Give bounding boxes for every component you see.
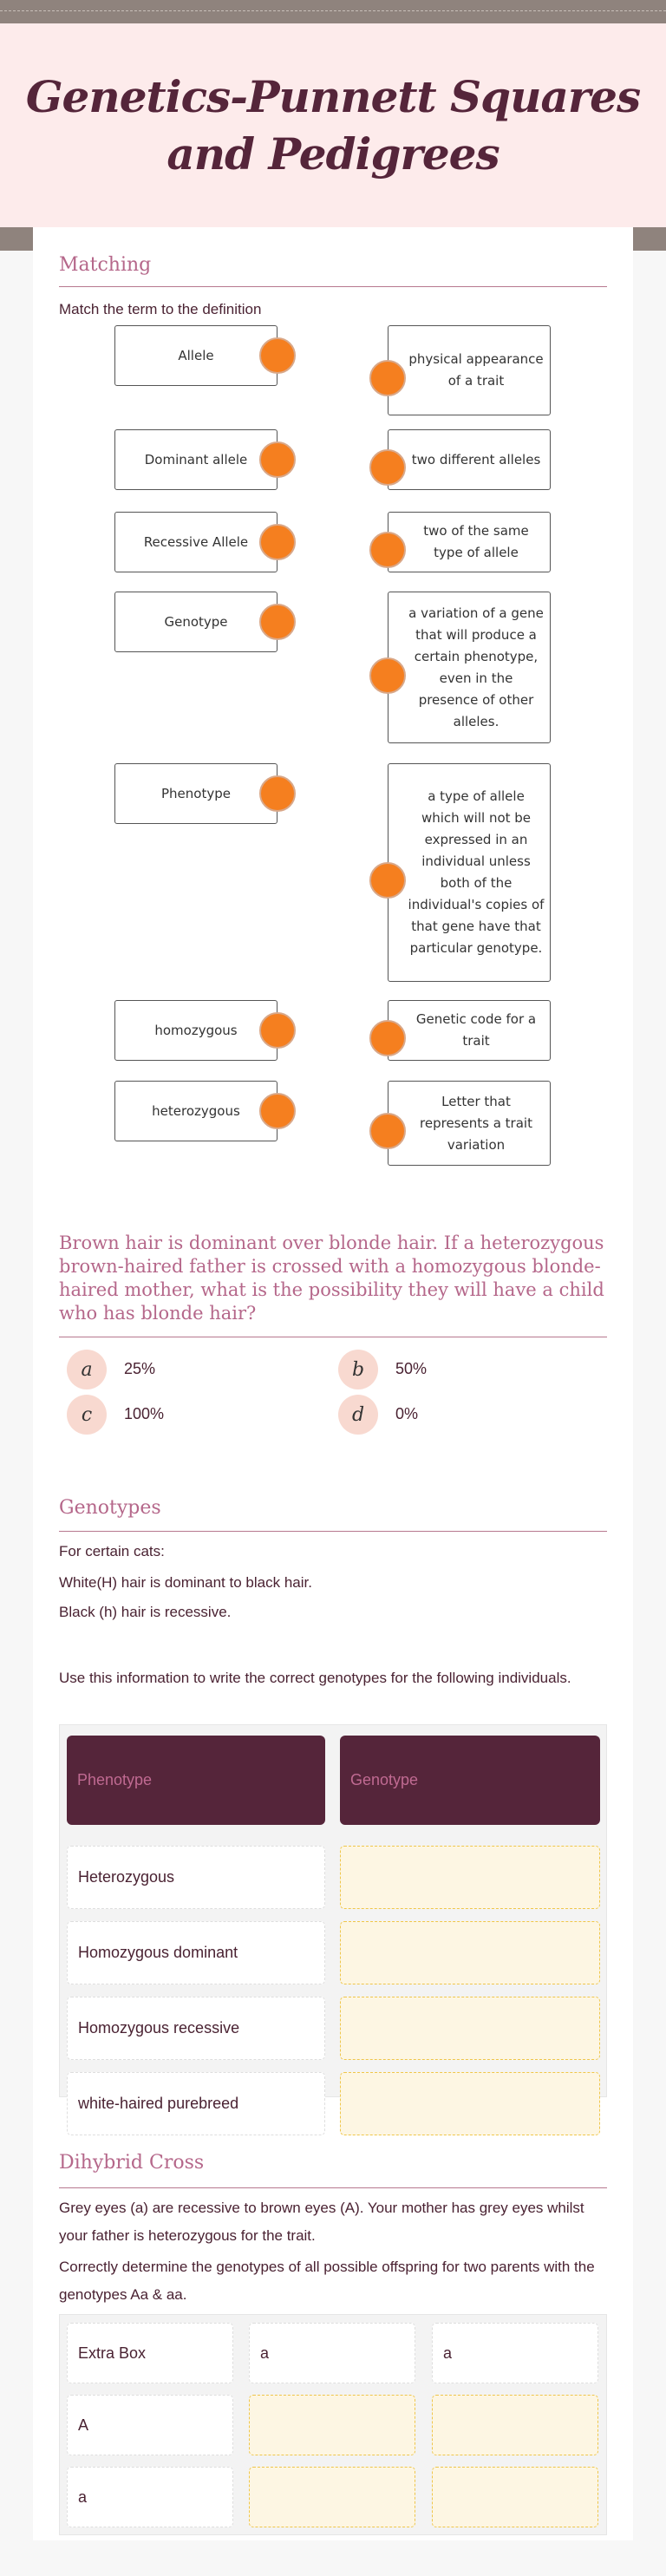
option-c-bubble[interactable]: c — [67, 1395, 107, 1435]
term-label: homozygous — [154, 1022, 238, 1038]
genotype-table — [59, 1724, 607, 2112]
term-card[interactable] — [114, 1081, 278, 1141]
definition-card[interactable] — [388, 1081, 551, 1166]
corner-cell: Extra Box — [67, 2323, 233, 2383]
decorative-top-strip — [0, 0, 666, 23]
offspring-drop-zone[interactable] — [249, 2467, 415, 2527]
info-line: Use this information to write the correct genotypes for the following individuals. — [59, 1670, 571, 1686]
option-a-bubble[interactable]: a — [67, 1350, 107, 1389]
term-label: heterozygous — [152, 1102, 240, 1119]
term-connector-handle[interactable] — [259, 524, 296, 560]
definition-connector-handle[interactable] — [369, 449, 406, 486]
page-title: Genetics-Punnett Squares and Pedigrees — [25, 70, 641, 180]
phenotype-cell: Heterozygous — [67, 1846, 325, 1909]
term-label: Genotype — [164, 613, 228, 630]
genotypes-heading: Genotypes — [59, 1497, 161, 1519]
phenotype-cell: Homozygous recessive — [67, 1997, 325, 2060]
term-connector-handle[interactable] — [259, 1012, 296, 1049]
question-text: Brown hair is dominant over blonde hair. If a heterozygous brown-haired father is crossed with a homozygous blonde-haired mother, what is the possibility they will have a child who has blonde hair? — [59, 1232, 604, 1324]
genotype-drop-zone[interactable] — [340, 1921, 600, 1984]
phenotype-cell: Homozygous dominant — [67, 1921, 325, 1984]
term-label: Phenotype — [161, 785, 231, 801]
definition-connector-handle[interactable] — [369, 657, 406, 694]
definition-card[interactable] — [388, 592, 551, 743]
parent-allele-cell: A — [67, 2395, 233, 2455]
definition-label: Letter that represents a trait variation — [420, 1093, 532, 1153]
term-card[interactable] — [114, 325, 278, 386]
term-connector-handle[interactable] — [259, 604, 296, 640]
term-connector-handle[interactable] — [259, 775, 296, 812]
divider — [59, 1531, 607, 1532]
term-card[interactable] — [114, 512, 278, 572]
info-line: Grey eyes (a) are recessive to brown eyes (A). Your mother has grey eyes whilst your father is heterozygous for the trait. — [59, 2200, 584, 2244]
matching-heading: Matching — [59, 254, 152, 276]
column-header-phenotype: Phenotype — [67, 1736, 325, 1825]
offspring-drop-zone[interactable] — [249, 2395, 415, 2455]
option-d-bubble[interactable]: d — [338, 1395, 378, 1435]
column-header-genotype: Genotype — [340, 1736, 600, 1825]
phenotype-cell: white-haired purebreed — [67, 2072, 325, 2135]
definition-connector-handle[interactable] — [369, 1113, 406, 1149]
term-connector-handle[interactable] — [259, 337, 296, 374]
worksheet-card — [33, 227, 633, 2540]
option-b-label[interactable]: 50% — [395, 1360, 428, 1377]
definition-label: a variation of a gene that will produce a certain phenotype, even in the presence of other alleles. — [408, 605, 544, 729]
option-b-bubble[interactable]: b — [338, 1350, 378, 1389]
definition-connector-handle[interactable] — [369, 360, 406, 396]
term-card[interactable] — [114, 1000, 278, 1061]
matching-instruction: Match the term to the definition — [59, 301, 262, 317]
term-card[interactable] — [114, 429, 278, 490]
definition-label: two of the same type of allele — [423, 523, 529, 560]
info-line: White(H) hair is dominant to black hair. — [59, 1574, 312, 1591]
definition-label: a type of allele which will not be expressed in an individual unless both of the individual's copies of that gene have that particular genotype. — [408, 788, 545, 956]
offspring-drop-zone[interactable] — [432, 2395, 598, 2455]
divider — [59, 2187, 607, 2188]
genotype-drop-zone[interactable] — [340, 2072, 600, 2135]
definition-card[interactable] — [388, 325, 551, 415]
divider — [59, 286, 607, 287]
definition-label: Genetic code for a trait — [415, 1011, 537, 1049]
definition-connector-handle[interactable] — [369, 862, 406, 899]
genotype-drop-zone[interactable] — [340, 1846, 600, 1909]
parent-allele-cell: a — [432, 2323, 598, 2383]
parent-allele-cell: a — [249, 2323, 415, 2383]
info-line: Black (h) hair is recessive. — [59, 1604, 232, 1620]
definition-connector-handle[interactable] — [369, 1020, 406, 1056]
term-label: Allele — [178, 347, 214, 363]
definition-label: two different alleles — [411, 451, 541, 467]
term-card[interactable] — [114, 592, 278, 652]
genotype-drop-zone[interactable] — [340, 1997, 600, 2060]
definition-card[interactable] — [388, 1000, 551, 1061]
term-connector-handle[interactable] — [259, 441, 296, 478]
offspring-drop-zone[interactable] — [432, 2467, 598, 2527]
option-c-label[interactable]: 100% — [124, 1405, 165, 1422]
dihybrid-heading: Dihybrid Cross — [59, 2152, 205, 2174]
definition-connector-handle[interactable] — [369, 532, 406, 568]
info-line: Correctly determine the genotypes of all possible offspring for two parents with the genotypes Aa & aa. — [59, 2259, 595, 2303]
term-label: Recessive Allele — [143, 533, 249, 550]
term-connector-handle[interactable] — [259, 1093, 296, 1129]
definition-card[interactable] — [388, 512, 551, 572]
definition-label: physical appearance of a trait — [408, 351, 544, 389]
option-d-label[interactable]: 0% — [395, 1405, 419, 1422]
term-card[interactable] — [114, 763, 278, 824]
option-a-label[interactable]: 25% — [124, 1360, 156, 1377]
info-line: For certain cats: — [59, 1543, 165, 1559]
parent-allele-cell: a — [67, 2467, 233, 2527]
definition-card[interactable] — [388, 763, 551, 982]
punnett-square — [59, 2314, 607, 2535]
term-label: Dominant allele — [144, 451, 248, 467]
definition-card[interactable] — [388, 429, 551, 490]
